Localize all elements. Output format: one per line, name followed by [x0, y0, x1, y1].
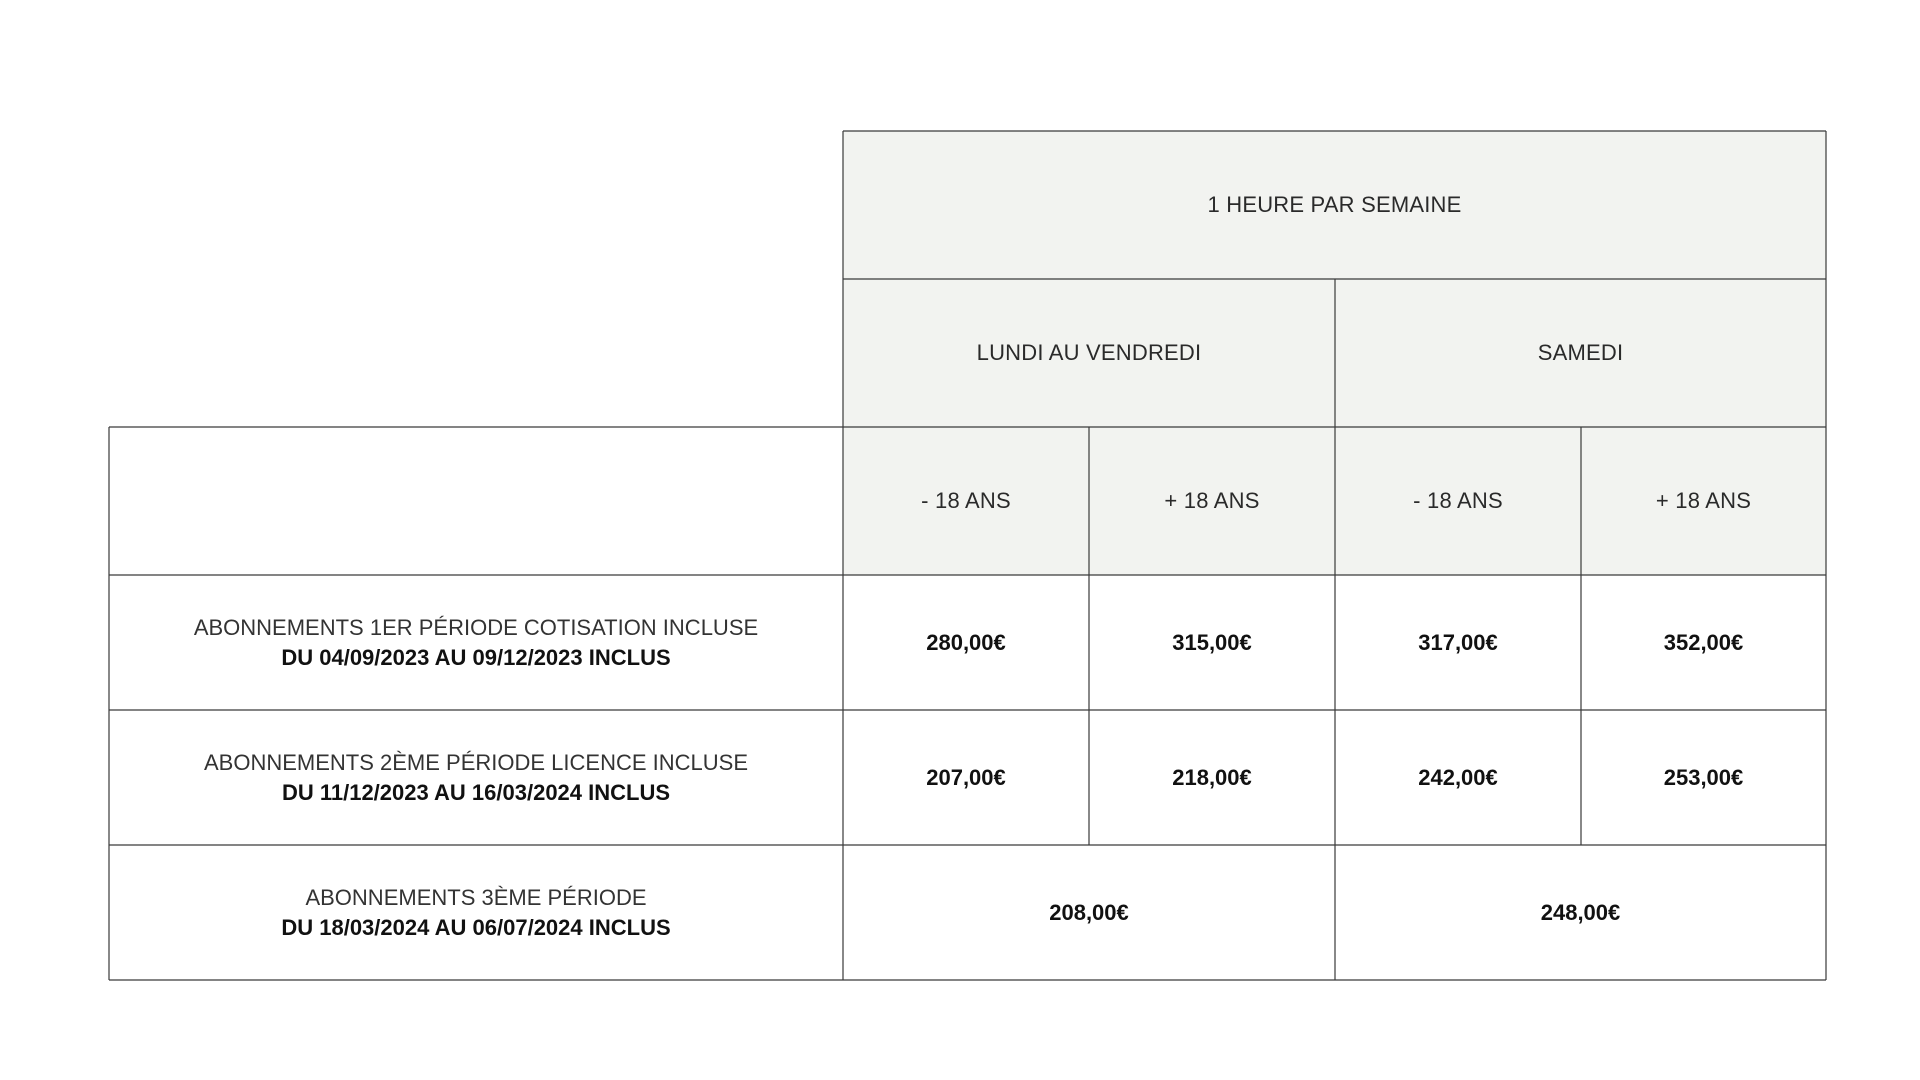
header-age-text: + 18 ANS — [1655, 488, 1752, 513]
price-value: 253,00€ — [1663, 764, 1744, 790]
header-group-weekdays-text: LUNDI AU VENDREDI — [976, 340, 1202, 365]
price-value: 248,00€ — [1540, 899, 1621, 925]
price-cell — [1335, 575, 1581, 710]
header-age-saturday-over-18 — [1581, 427, 1826, 575]
header-age-weekdays-over-18 — [1089, 427, 1335, 575]
header-hours-per-week-text: 1 HEURE PAR SEMAINE — [1207, 192, 1462, 217]
header-age-text: - 18 ANS — [1413, 488, 1503, 513]
period-dates: DU 18/03/2024 AU 06/07/2024 INCLUS — [281, 914, 671, 940]
header-age-weekdays-under-18 — [843, 427, 1089, 575]
price-value: 207,00€ — [926, 764, 1006, 790]
price-cell — [843, 575, 1089, 710]
price-value: 242,00€ — [1418, 764, 1498, 790]
row-label-period-1 — [109, 575, 843, 710]
row-label-period-3 — [109, 845, 843, 980]
price-value: 280,00€ — [926, 629, 1006, 655]
price-value: 208,00€ — [1049, 899, 1129, 925]
header-hours-per-week — [843, 131, 1826, 279]
price-cell — [843, 710, 1089, 845]
price-cell — [1089, 710, 1335, 845]
header-age-text: + 18 ANS — [1164, 488, 1260, 513]
price-cell — [1335, 710, 1581, 845]
period-dates: DU 04/09/2023 AU 09/12/2023 INCLUS — [281, 644, 671, 670]
price-cell-weekdays-merged — [843, 845, 1335, 980]
price-value: 315,00€ — [1172, 629, 1252, 655]
header-group-saturday-text: SAMEDI — [1537, 340, 1624, 365]
period-label: ABONNEMENTS 2ÈME PÉRIODE LICENCE INCLUSE — [203, 749, 748, 775]
price-value: 218,00€ — [1172, 764, 1252, 790]
period-label: ABONNEMENTS 1ER PÉRIODE COTISATION INCLUSE — [193, 614, 759, 640]
price-cell-saturday-merged — [1335, 845, 1826, 980]
price-value: 317,00€ — [1418, 629, 1498, 655]
header-group-saturday — [1335, 279, 1826, 427]
price-cell — [1581, 575, 1826, 710]
price-cell — [1089, 575, 1335, 710]
row-label-period-2 — [109, 710, 843, 845]
price-cell — [1581, 710, 1826, 845]
header-group-weekdays — [843, 279, 1335, 427]
header-age-saturday-under-18 — [1335, 427, 1581, 575]
period-dates: DU 11/12/2023 AU 16/03/2024 INCLUS — [281, 779, 671, 805]
period-label: ABONNEMENTS 3ÈME PÉRIODE — [305, 884, 647, 910]
price-value: 352,00€ — [1663, 629, 1744, 655]
header-age-text: - 18 ANS — [921, 488, 1011, 513]
